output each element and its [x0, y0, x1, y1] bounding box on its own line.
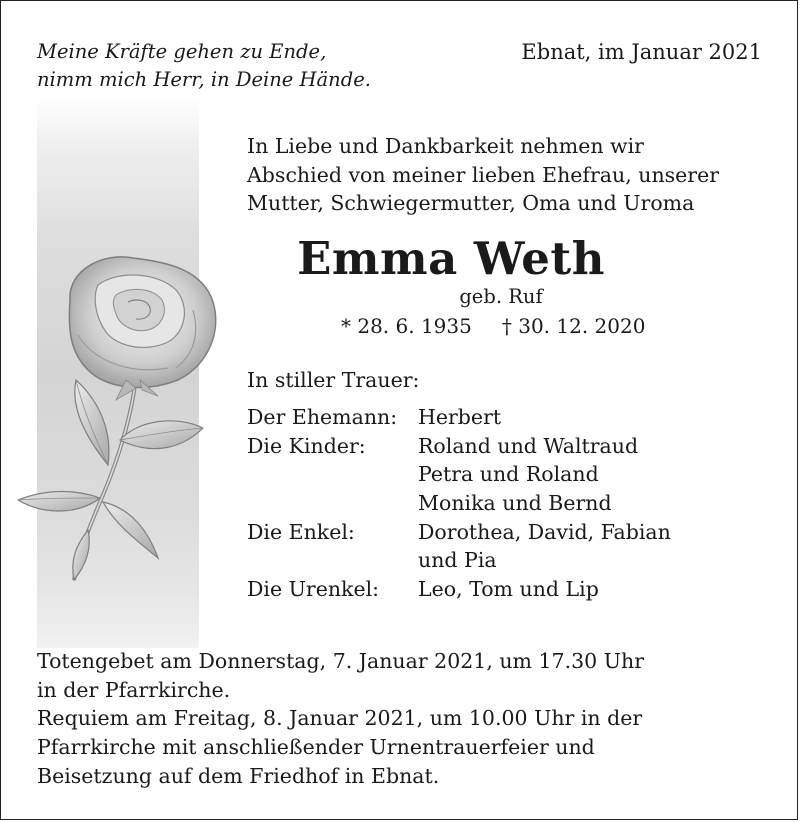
service-line: Totengebet am Donnerstag, 7. Januar 2021, um 17.30 Uhr: [37, 649, 644, 673]
death-date: † 30. 12. 2020: [501, 314, 646, 338]
mourner-names: Monika und Bernd: [418, 491, 612, 516]
mourner-role: Der Ehemann:: [247, 405, 398, 429]
rose-illustration: [8, 240, 248, 590]
place-date: Ebnat, im Januar 2021: [521, 40, 762, 64]
service-line: Beisetzung auf dem Friedhof in Ebnat.: [37, 763, 440, 788]
mourner-names: und Pia: [418, 548, 497, 573]
mourner-names: Herbert: [418, 405, 502, 429]
deceased-name: Emma Weth: [297, 232, 605, 285]
mourner-names: Petra und Roland: [418, 462, 599, 487]
intro-text: [247, 132, 719, 218]
intro-line: Mutter, Schwiegermutter, Oma und Uroma: [247, 191, 695, 215]
motto-line: Meine Kräfte gehen zu Ende,: [37, 40, 327, 63]
motto-line: nimm mich Herr, in Deine Hände.: [37, 68, 371, 91]
mourning-heading: In stiller Trauer:: [247, 368, 420, 392]
life-dates: [341, 313, 645, 339]
mourner-names: Dorothea, David, Fabian: [418, 519, 671, 544]
service-line: Requiem am Freitag, 8. Januar 2021, um 10.00 Uhr in der: [37, 706, 643, 731]
intro-line: Abschied von meiner lieben Ehefrau, unserer: [247, 162, 720, 187]
birth-date: * 28. 6. 1935: [341, 314, 472, 338]
service-line: Pfarrkirche mit anschließender Urnentrauerfeier und: [37, 735, 595, 760]
service-line: in der Pfarrkirche.: [37, 677, 231, 702]
mourner-role: Die Enkel:: [247, 519, 355, 544]
service-details: [37, 647, 644, 791]
intro-line: In Liebe und Dankbarkeit nehmen wir: [247, 134, 644, 158]
mourner-names: Leo, Tom und Lip: [418, 577, 599, 602]
mourner-names: Roland und Waltraud: [418, 433, 639, 458]
maiden-name: geb. Ruf: [459, 285, 543, 308]
mourner-role: Die Urenkel:: [247, 577, 380, 602]
mourner-role: Die Kinder:: [247, 433, 366, 458]
motto-verse: [37, 38, 371, 94]
